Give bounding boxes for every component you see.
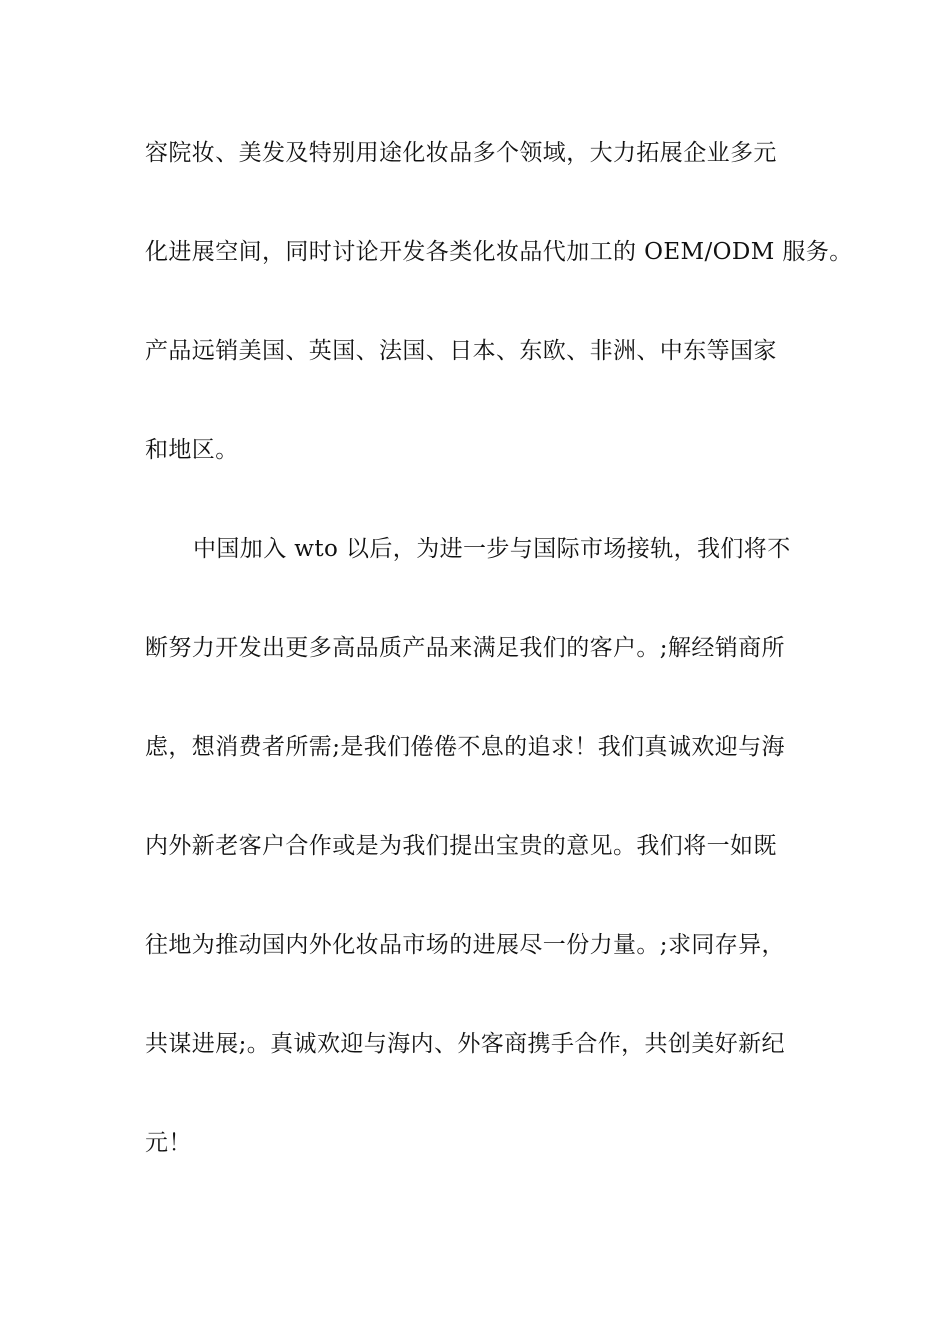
paragraph-line: 元！ — [145, 1130, 192, 1156]
paragraph-line: 往地为推动国内外化妆品市场的进展尽一份力量。;求同存异， — [145, 932, 785, 958]
paragraph-line: 产品远销美国、英国、法国、日本、东欧、非洲、中东等国家 — [145, 338, 777, 364]
paragraph-line: 内外新老客户合作或是为我们提出宝贵的意见。我们将一如既 — [145, 833, 777, 859]
paragraph-line: 中国加入 wto 以后，为进一步与国际市场接轨，我们将不 — [193, 536, 791, 562]
paragraph-line: 和地区。 — [145, 437, 239, 463]
paragraph-line: 化进展空间，同时讨论开发各类化妆品代加工的 OEM/ODM 服务。 — [145, 239, 853, 265]
paragraph-line: 断努力开发出更多高品质产品来满足我们的客户。;解经销商所 — [145, 635, 785, 661]
paragraph-line: 共谋进展;。真诚欢迎与海内、外客商携手合作，共创美好新纪 — [145, 1031, 785, 1057]
paragraph-line: 虑，想消费者所需;是我们倦倦不息的追求！我们真诚欢迎与海 — [145, 734, 785, 760]
paragraph-line: 容院妆、美发及特别用途化妆品多个领域，大力拓展企业多元 — [145, 140, 777, 166]
